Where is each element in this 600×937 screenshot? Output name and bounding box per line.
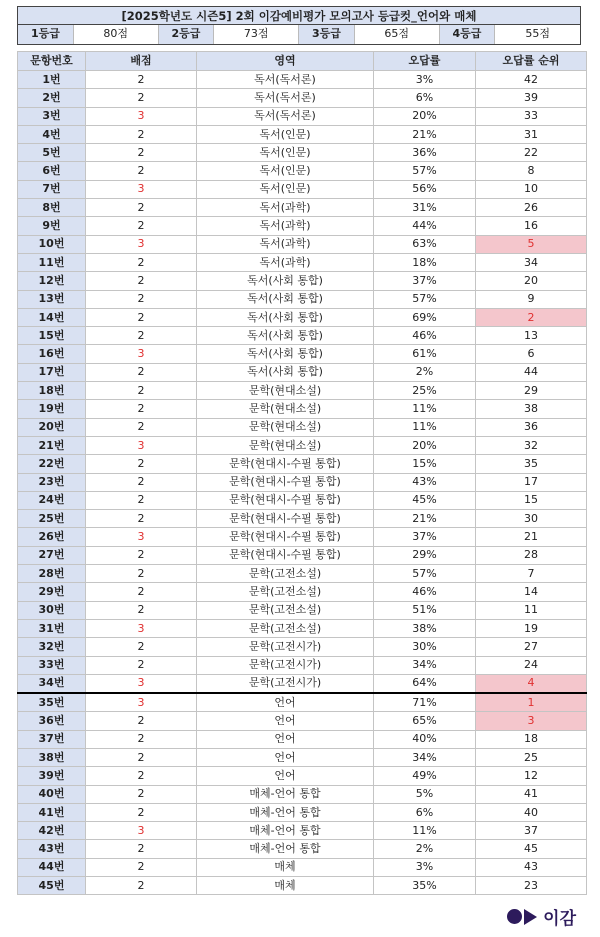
- error-rank: 8: [476, 162, 587, 180]
- col-header-error-rate: 오답률: [374, 52, 476, 71]
- error-rate: 49%: [374, 767, 476, 785]
- error-rate: 36%: [374, 144, 476, 162]
- question-area: 독서(인문): [197, 180, 374, 198]
- error-rate: 3%: [374, 858, 476, 876]
- question-number: 25번: [18, 510, 86, 528]
- question-number: 28번: [18, 565, 86, 583]
- report: [17, 6, 581, 895]
- error-rank: 30: [476, 510, 587, 528]
- error-rank: 24: [476, 656, 587, 674]
- question-number: 14번: [18, 308, 86, 326]
- grade-label: 3등급: [299, 25, 355, 44]
- table-row: [18, 162, 587, 180]
- error-rank: 38: [476, 400, 587, 418]
- error-rate: 43%: [374, 473, 476, 491]
- error-rate: 46%: [374, 583, 476, 601]
- question-points: 2: [86, 565, 197, 583]
- table-row: [18, 674, 587, 693]
- question-area: 독서(사회 통합): [197, 327, 374, 345]
- col-header-number: 문항번호: [18, 52, 86, 71]
- error-rate: 21%: [374, 510, 476, 528]
- question-points: 2: [86, 382, 197, 400]
- question-area: 매체-언어 통합: [197, 822, 374, 840]
- question-points: 2: [86, 785, 197, 803]
- error-rank: 37: [476, 822, 587, 840]
- error-rank: 2: [476, 308, 587, 326]
- question-points: 2: [86, 162, 197, 180]
- col-header-points: 배점: [86, 52, 197, 71]
- error-rate: 11%: [374, 400, 476, 418]
- error-rank: 20: [476, 272, 587, 290]
- error-rate: 65%: [374, 712, 476, 730]
- error-rank: 32: [476, 436, 587, 454]
- table-row: [18, 71, 587, 89]
- table-row: [18, 253, 587, 271]
- question-area: 독서(독서론): [197, 71, 374, 89]
- question-area: 언어: [197, 693, 374, 712]
- question-number: 10번: [18, 235, 86, 253]
- grade-score: 55점: [495, 25, 580, 44]
- question-number: 19번: [18, 400, 86, 418]
- question-points: 2: [86, 748, 197, 766]
- question-points: 3: [86, 528, 197, 546]
- error-rank: 17: [476, 473, 587, 491]
- table-row: [18, 382, 587, 400]
- grade-label: 1등급: [18, 25, 74, 44]
- table-row: [18, 89, 587, 107]
- error-rate: 37%: [374, 272, 476, 290]
- question-points: 2: [86, 308, 197, 326]
- error-rank: 5: [476, 235, 587, 253]
- grade-label: 4등급: [440, 25, 496, 44]
- question-number: 7번: [18, 180, 86, 198]
- question-points: 2: [86, 327, 197, 345]
- question-number: 3번: [18, 107, 86, 125]
- question-points: 3: [86, 345, 197, 363]
- table-row: [18, 436, 587, 454]
- error-rate: 57%: [374, 162, 476, 180]
- question-number: 31번: [18, 619, 86, 637]
- error-rate: 45%: [374, 491, 476, 509]
- error-rank: 35: [476, 455, 587, 473]
- error-rate: 6%: [374, 89, 476, 107]
- question-area: 매체: [197, 858, 374, 876]
- grade-score: 80점: [74, 25, 159, 44]
- question-area: 독서(사회 통합): [197, 272, 374, 290]
- question-number: 30번: [18, 601, 86, 619]
- table-row: [18, 528, 587, 546]
- logo-triangle-icon: [524, 909, 537, 925]
- question-points: 3: [86, 822, 197, 840]
- table-row: [18, 473, 587, 491]
- question-number: 33번: [18, 656, 86, 674]
- error-rank: 33: [476, 107, 587, 125]
- question-area: 언어: [197, 730, 374, 748]
- table-row: [18, 767, 587, 785]
- grade-cutoff-bar: [17, 25, 581, 45]
- error-rate: 11%: [374, 418, 476, 436]
- question-area: 매체-언어 통합: [197, 785, 374, 803]
- table-row: [18, 877, 587, 895]
- question-points: 2: [86, 272, 197, 290]
- question-points: 2: [86, 473, 197, 491]
- error-rank: 12: [476, 767, 587, 785]
- question-area: 문학(현대소설): [197, 382, 374, 400]
- table-row: [18, 546, 587, 564]
- error-rank: 4: [476, 674, 587, 693]
- question-number: 2번: [18, 89, 86, 107]
- error-rank: 43: [476, 858, 587, 876]
- error-rate: 69%: [374, 308, 476, 326]
- page-title: [2025학년도 시즌5] 2회 이감예비평가 모의고사 등급컷_언어와 매체: [17, 6, 581, 25]
- question-number: 44번: [18, 858, 86, 876]
- error-rank: 25: [476, 748, 587, 766]
- question-number: 41번: [18, 803, 86, 821]
- table-header-row: [18, 52, 587, 71]
- question-number: 37번: [18, 730, 86, 748]
- question-number: 35번: [18, 693, 86, 712]
- error-rate: 3%: [374, 71, 476, 89]
- question-area: 문학(현대시-수필 통합): [197, 491, 374, 509]
- question-number: 17번: [18, 363, 86, 381]
- question-area: 문학(현대시-수필 통합): [197, 455, 374, 473]
- question-points: 2: [86, 199, 197, 217]
- question-area: 독서(사회 통합): [197, 345, 374, 363]
- question-number: 15번: [18, 327, 86, 345]
- error-rate: 6%: [374, 803, 476, 821]
- question-points: 2: [86, 125, 197, 143]
- question-area: 문학(현대소설): [197, 400, 374, 418]
- question-number: 16번: [18, 345, 86, 363]
- question-points: 2: [86, 510, 197, 528]
- question-points: 2: [86, 840, 197, 858]
- question-number: 24번: [18, 491, 86, 509]
- question-points: 2: [86, 71, 197, 89]
- error-rate: 21%: [374, 125, 476, 143]
- error-rate: 34%: [374, 656, 476, 674]
- error-rate: 2%: [374, 363, 476, 381]
- error-rank: 13: [476, 327, 587, 345]
- question-number: 5번: [18, 144, 86, 162]
- table-row: [18, 107, 587, 125]
- error-rank: 10: [476, 180, 587, 198]
- question-points: 2: [86, 418, 197, 436]
- error-rate: 31%: [374, 199, 476, 217]
- grade-score: 73점: [214, 25, 299, 44]
- table-row: [18, 199, 587, 217]
- question-number: 42번: [18, 822, 86, 840]
- error-rank: 23: [476, 877, 587, 895]
- error-rate: 56%: [374, 180, 476, 198]
- question-area: 문학(고전시가): [197, 638, 374, 656]
- question-area: 문학(현대시-수필 통합): [197, 510, 374, 528]
- table-row: [18, 308, 587, 326]
- question-number: 8번: [18, 199, 86, 217]
- question-points: 2: [86, 767, 197, 785]
- error-rank: 28: [476, 546, 587, 564]
- question-points: 3: [86, 235, 197, 253]
- question-area: 문학(현대소설): [197, 436, 374, 454]
- logo-circle-icon: [507, 909, 522, 924]
- error-rate: 40%: [374, 730, 476, 748]
- error-rate: 35%: [374, 877, 476, 895]
- table-row: [18, 803, 587, 821]
- table-row: [18, 730, 587, 748]
- error-rank: 40: [476, 803, 587, 821]
- table-row: [18, 858, 587, 876]
- question-number: 4번: [18, 125, 86, 143]
- error-rank: 1: [476, 693, 587, 712]
- question-number: 27번: [18, 546, 86, 564]
- error-rate: 44%: [374, 217, 476, 235]
- question-points: 3: [86, 674, 197, 693]
- error-rank: 45: [476, 840, 587, 858]
- error-rank: 7: [476, 565, 587, 583]
- error-rank: 39: [476, 89, 587, 107]
- table-row: [18, 565, 587, 583]
- table-row: [18, 638, 587, 656]
- question-points: 2: [86, 638, 197, 656]
- question-area: 언어: [197, 767, 374, 785]
- table-row: [18, 455, 587, 473]
- brand-name: 이감: [543, 909, 576, 929]
- question-area: 언어: [197, 748, 374, 766]
- question-points: 2: [86, 601, 197, 619]
- question-area: 독서(과학): [197, 235, 374, 253]
- question-table: [17, 51, 587, 895]
- table-row: [18, 822, 587, 840]
- error-rank: 22: [476, 144, 587, 162]
- error-rank: 3: [476, 712, 587, 730]
- error-rank: 6: [476, 345, 587, 363]
- error-rank: 18: [476, 730, 587, 748]
- question-number: 39번: [18, 767, 86, 785]
- question-area: 문학(고전시가): [197, 656, 374, 674]
- question-area: 독서(인문): [197, 144, 374, 162]
- question-points: 2: [86, 455, 197, 473]
- question-points: 2: [86, 712, 197, 730]
- table-row: [18, 418, 587, 436]
- question-number: 1번: [18, 71, 86, 89]
- error-rate: 61%: [374, 345, 476, 363]
- error-rate: 29%: [374, 546, 476, 564]
- table-row: [18, 748, 587, 766]
- table-row: [18, 125, 587, 143]
- question-points: 2: [86, 400, 197, 418]
- question-number: 26번: [18, 528, 86, 546]
- question-area: 문학(고전소설): [197, 601, 374, 619]
- table-row: [18, 144, 587, 162]
- question-points: 2: [86, 877, 197, 895]
- error-rate: 51%: [374, 601, 476, 619]
- question-points: 2: [86, 803, 197, 821]
- error-rate: 71%: [374, 693, 476, 712]
- question-number: 40번: [18, 785, 86, 803]
- error-rank: 27: [476, 638, 587, 656]
- question-area: 독서(사회 통합): [197, 363, 374, 381]
- error-rate: 5%: [374, 785, 476, 803]
- question-area: 문학(현대소설): [197, 418, 374, 436]
- question-area: 문학(고전소설): [197, 583, 374, 601]
- error-rate: 38%: [374, 619, 476, 637]
- question-area: 매체-언어 통합: [197, 840, 374, 858]
- question-number: 43번: [18, 840, 86, 858]
- error-rate: 18%: [374, 253, 476, 271]
- table-row: [18, 235, 587, 253]
- question-area: 독서(사회 통합): [197, 308, 374, 326]
- error-rate: 11%: [374, 822, 476, 840]
- question-area: 문학(고전소설): [197, 565, 374, 583]
- question-points: 2: [86, 217, 197, 235]
- question-points: 2: [86, 253, 197, 271]
- question-number: 9번: [18, 217, 86, 235]
- question-points: 2: [86, 656, 197, 674]
- question-number: 29번: [18, 583, 86, 601]
- question-number: 34번: [18, 674, 86, 693]
- table-row: [18, 345, 587, 363]
- question-number: 11번: [18, 253, 86, 271]
- question-points: 3: [86, 693, 197, 712]
- question-area: 독서(과학): [197, 199, 374, 217]
- col-header-error-rank: 오답률 순위: [476, 52, 587, 71]
- error-rate: 2%: [374, 840, 476, 858]
- error-rate: 34%: [374, 748, 476, 766]
- question-points: 3: [86, 436, 197, 454]
- table-row: [18, 619, 587, 637]
- question-area: 매체-언어 통합: [197, 803, 374, 821]
- question-number: 22번: [18, 455, 86, 473]
- question-number: 18번: [18, 382, 86, 400]
- error-rate: 20%: [374, 107, 476, 125]
- table-row: [18, 693, 587, 712]
- table-row: [18, 363, 587, 381]
- error-rank: 9: [476, 290, 587, 308]
- question-area: 독서(독서론): [197, 107, 374, 125]
- table-body: [18, 71, 587, 895]
- question-points: 3: [86, 107, 197, 125]
- table-row: [18, 217, 587, 235]
- question-area: 문학(현대시-수필 통합): [197, 528, 374, 546]
- table-row: [18, 491, 587, 509]
- error-rate: 46%: [374, 327, 476, 345]
- question-area: 언어: [197, 712, 374, 730]
- question-number: 6번: [18, 162, 86, 180]
- table-row: [18, 510, 587, 528]
- error-rank: 44: [476, 363, 587, 381]
- error-rank: 34: [476, 253, 587, 271]
- error-rate: 57%: [374, 565, 476, 583]
- question-number: 23번: [18, 473, 86, 491]
- question-points: 2: [86, 89, 197, 107]
- error-rate: 63%: [374, 235, 476, 253]
- question-area: 독서(독서론): [197, 89, 374, 107]
- question-area: 독서(인문): [197, 162, 374, 180]
- error-rate: 37%: [374, 528, 476, 546]
- question-number: 32번: [18, 638, 86, 656]
- error-rank: 26: [476, 199, 587, 217]
- question-area: 문학(고전시가): [197, 674, 374, 693]
- table-row: [18, 290, 587, 308]
- question-points: 2: [86, 858, 197, 876]
- question-area: 문학(현대시-수필 통합): [197, 546, 374, 564]
- question-points: 2: [86, 363, 197, 381]
- error-rank: 21: [476, 528, 587, 546]
- question-number: 20번: [18, 418, 86, 436]
- question-points: 2: [86, 290, 197, 308]
- table-row: [18, 656, 587, 674]
- question-points: 3: [86, 180, 197, 198]
- error-rate: 25%: [374, 382, 476, 400]
- error-rank: 19: [476, 619, 587, 637]
- question-points: 2: [86, 546, 197, 564]
- table-row: [18, 601, 587, 619]
- question-points: 2: [86, 491, 197, 509]
- error-rate: 30%: [374, 638, 476, 656]
- error-rate: 20%: [374, 436, 476, 454]
- question-area: 독서(인문): [197, 125, 374, 143]
- question-points: 2: [86, 144, 197, 162]
- table-row: [18, 840, 587, 858]
- col-header-area: 영역: [197, 52, 374, 71]
- question-number: 12번: [18, 272, 86, 290]
- grade-score: 65점: [355, 25, 440, 44]
- error-rank: 11: [476, 601, 587, 619]
- error-rank: 16: [476, 217, 587, 235]
- table-row: [18, 327, 587, 345]
- question-points: 2: [86, 730, 197, 748]
- question-area: 매체: [197, 877, 374, 895]
- brand-logo: [507, 904, 576, 929]
- table-row: [18, 583, 587, 601]
- error-rate: 15%: [374, 455, 476, 473]
- error-rate: 64%: [374, 674, 476, 693]
- question-number: 13번: [18, 290, 86, 308]
- table-row: [18, 272, 587, 290]
- grade-label: 2등급: [159, 25, 215, 44]
- error-rate: 57%: [374, 290, 476, 308]
- question-number: 36번: [18, 712, 86, 730]
- table-row: [18, 180, 587, 198]
- question-area: 문학(고전소설): [197, 619, 374, 637]
- question-area: 문학(현대시-수필 통합): [197, 473, 374, 491]
- question-area: 독서(과학): [197, 217, 374, 235]
- table-row: [18, 712, 587, 730]
- error-rank: 29: [476, 382, 587, 400]
- question-number: 38번: [18, 748, 86, 766]
- error-rank: 41: [476, 785, 587, 803]
- table-row: [18, 785, 587, 803]
- question-points: 3: [86, 619, 197, 637]
- question-points: 2: [86, 583, 197, 601]
- error-rank: 15: [476, 491, 587, 509]
- error-rank: 14: [476, 583, 587, 601]
- error-rank: 36: [476, 418, 587, 436]
- error-rank: 31: [476, 125, 587, 143]
- error-rank: 42: [476, 71, 587, 89]
- question-area: 독서(사회 통합): [197, 290, 374, 308]
- question-area: 독서(과학): [197, 253, 374, 271]
- question-number: 21번: [18, 436, 86, 454]
- table-row: [18, 400, 587, 418]
- question-number: 45번: [18, 877, 86, 895]
